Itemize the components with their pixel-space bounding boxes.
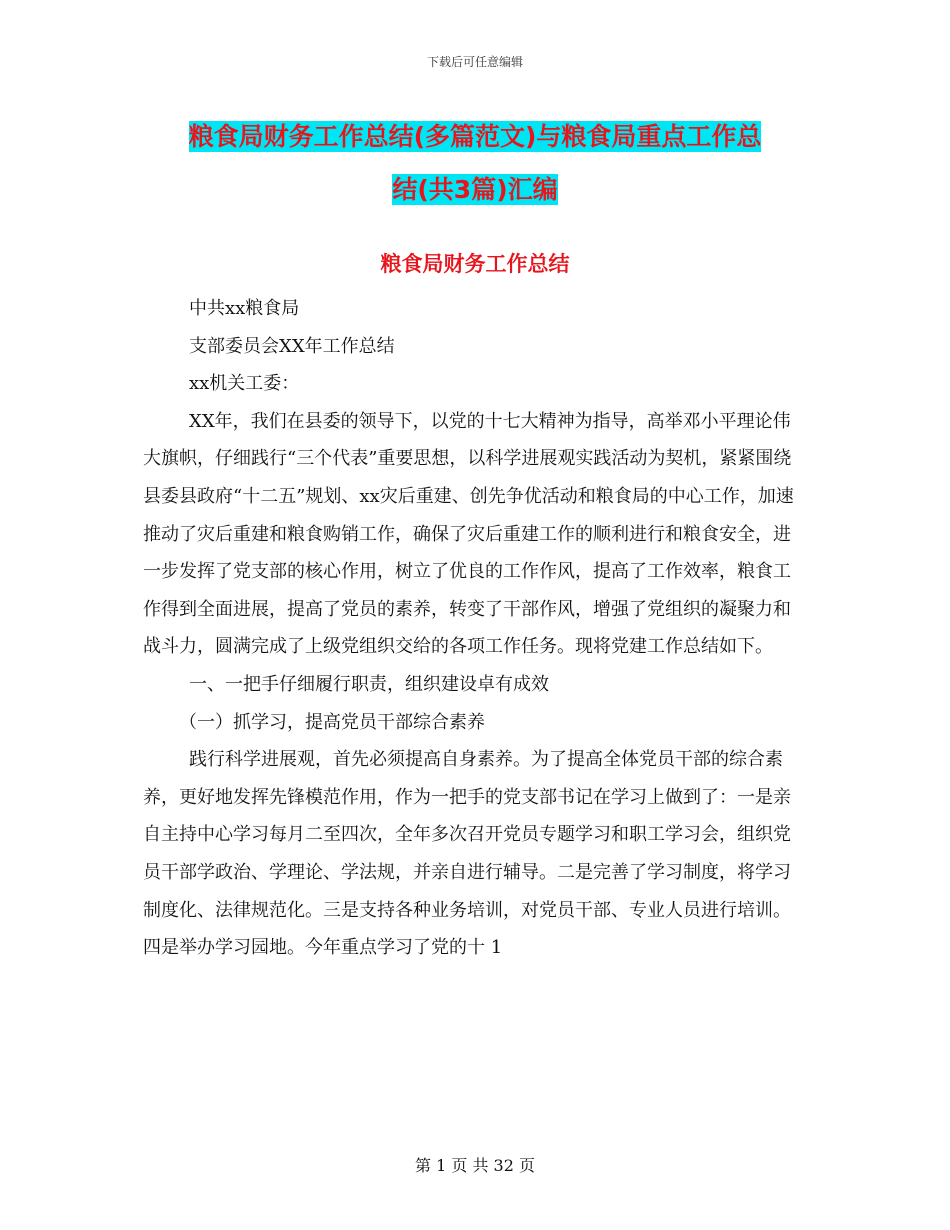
section-heading: 一、一把手仔细履行职责，组织建设卓有成效: [189, 673, 549, 695]
body-paragraph: xx机关工委：: [189, 373, 300, 395]
body-paragraph: 支部委员会XX年工作总结: [189, 335, 395, 357]
title-line-1: 粮食局财务工作总结(多篇范文)与粮食局重点工作总: [188, 122, 762, 151]
section-title: 粮食局财务工作总结: [380, 252, 570, 276]
page-footer: 第 1 页 共 32 页: [415, 1156, 535, 1175]
body-paragraph: 践行科学进展观，首先必须提高自身素养。为了提高全体党员干部的综合素养，更好地发挥先锋模范作用，作为一把手的党支部书记在学习上做到了：一是亲自主持中心学习每月二至四次，全年多次召开党员专题学习和职工学习会，组织党员干部学政治、学理论、学法规，并亲自进行辅导。二是完善了学习制度，将学习制度化、法律规范化。三是支持各种业务培训，对党员干部、专业人员进行培训。四是举办学习园地。今年重点学习了党的十 1: [143, 749, 791, 959]
document-body: [143, 290, 808, 967]
body-paragraph: XX年，我们在县委的领导下，以党的十七大精神为指导，高举邓小平理论伟大旗帜，仔细践行“三个代表”重要思想，以科学进展观实践活动为契机，紧紧围绕县委县政府“十二五”规划、xx灾后重建、创先争优活动和粮食局的中心工作，加速推动了灾后重建和粮食购销工作，确保了灾后重建工作的顺利进行和粮食安全，进一步发挥了党支部的核心作用，树立了优良的工作作风，提高了工作效率，粮食工作得到全面进展，提高了党员的素养，转变了干部作风，增强了党组织的凝聚力和战斗力，圆满完成了上级党组织交给的各项工作任务。现将党建工作总结如下。: [143, 410, 794, 658]
subsection-heading: （一）抓学习，提高党员干部综合素养: [179, 711, 485, 733]
title-line-2: 结(共3篇)汇编: [392, 175, 558, 204]
header-note: 下载后可任意编辑: [426, 55, 523, 69]
body-paragraph: 中共xx粮食局: [189, 298, 300, 319]
document-title: [90, 110, 860, 216]
